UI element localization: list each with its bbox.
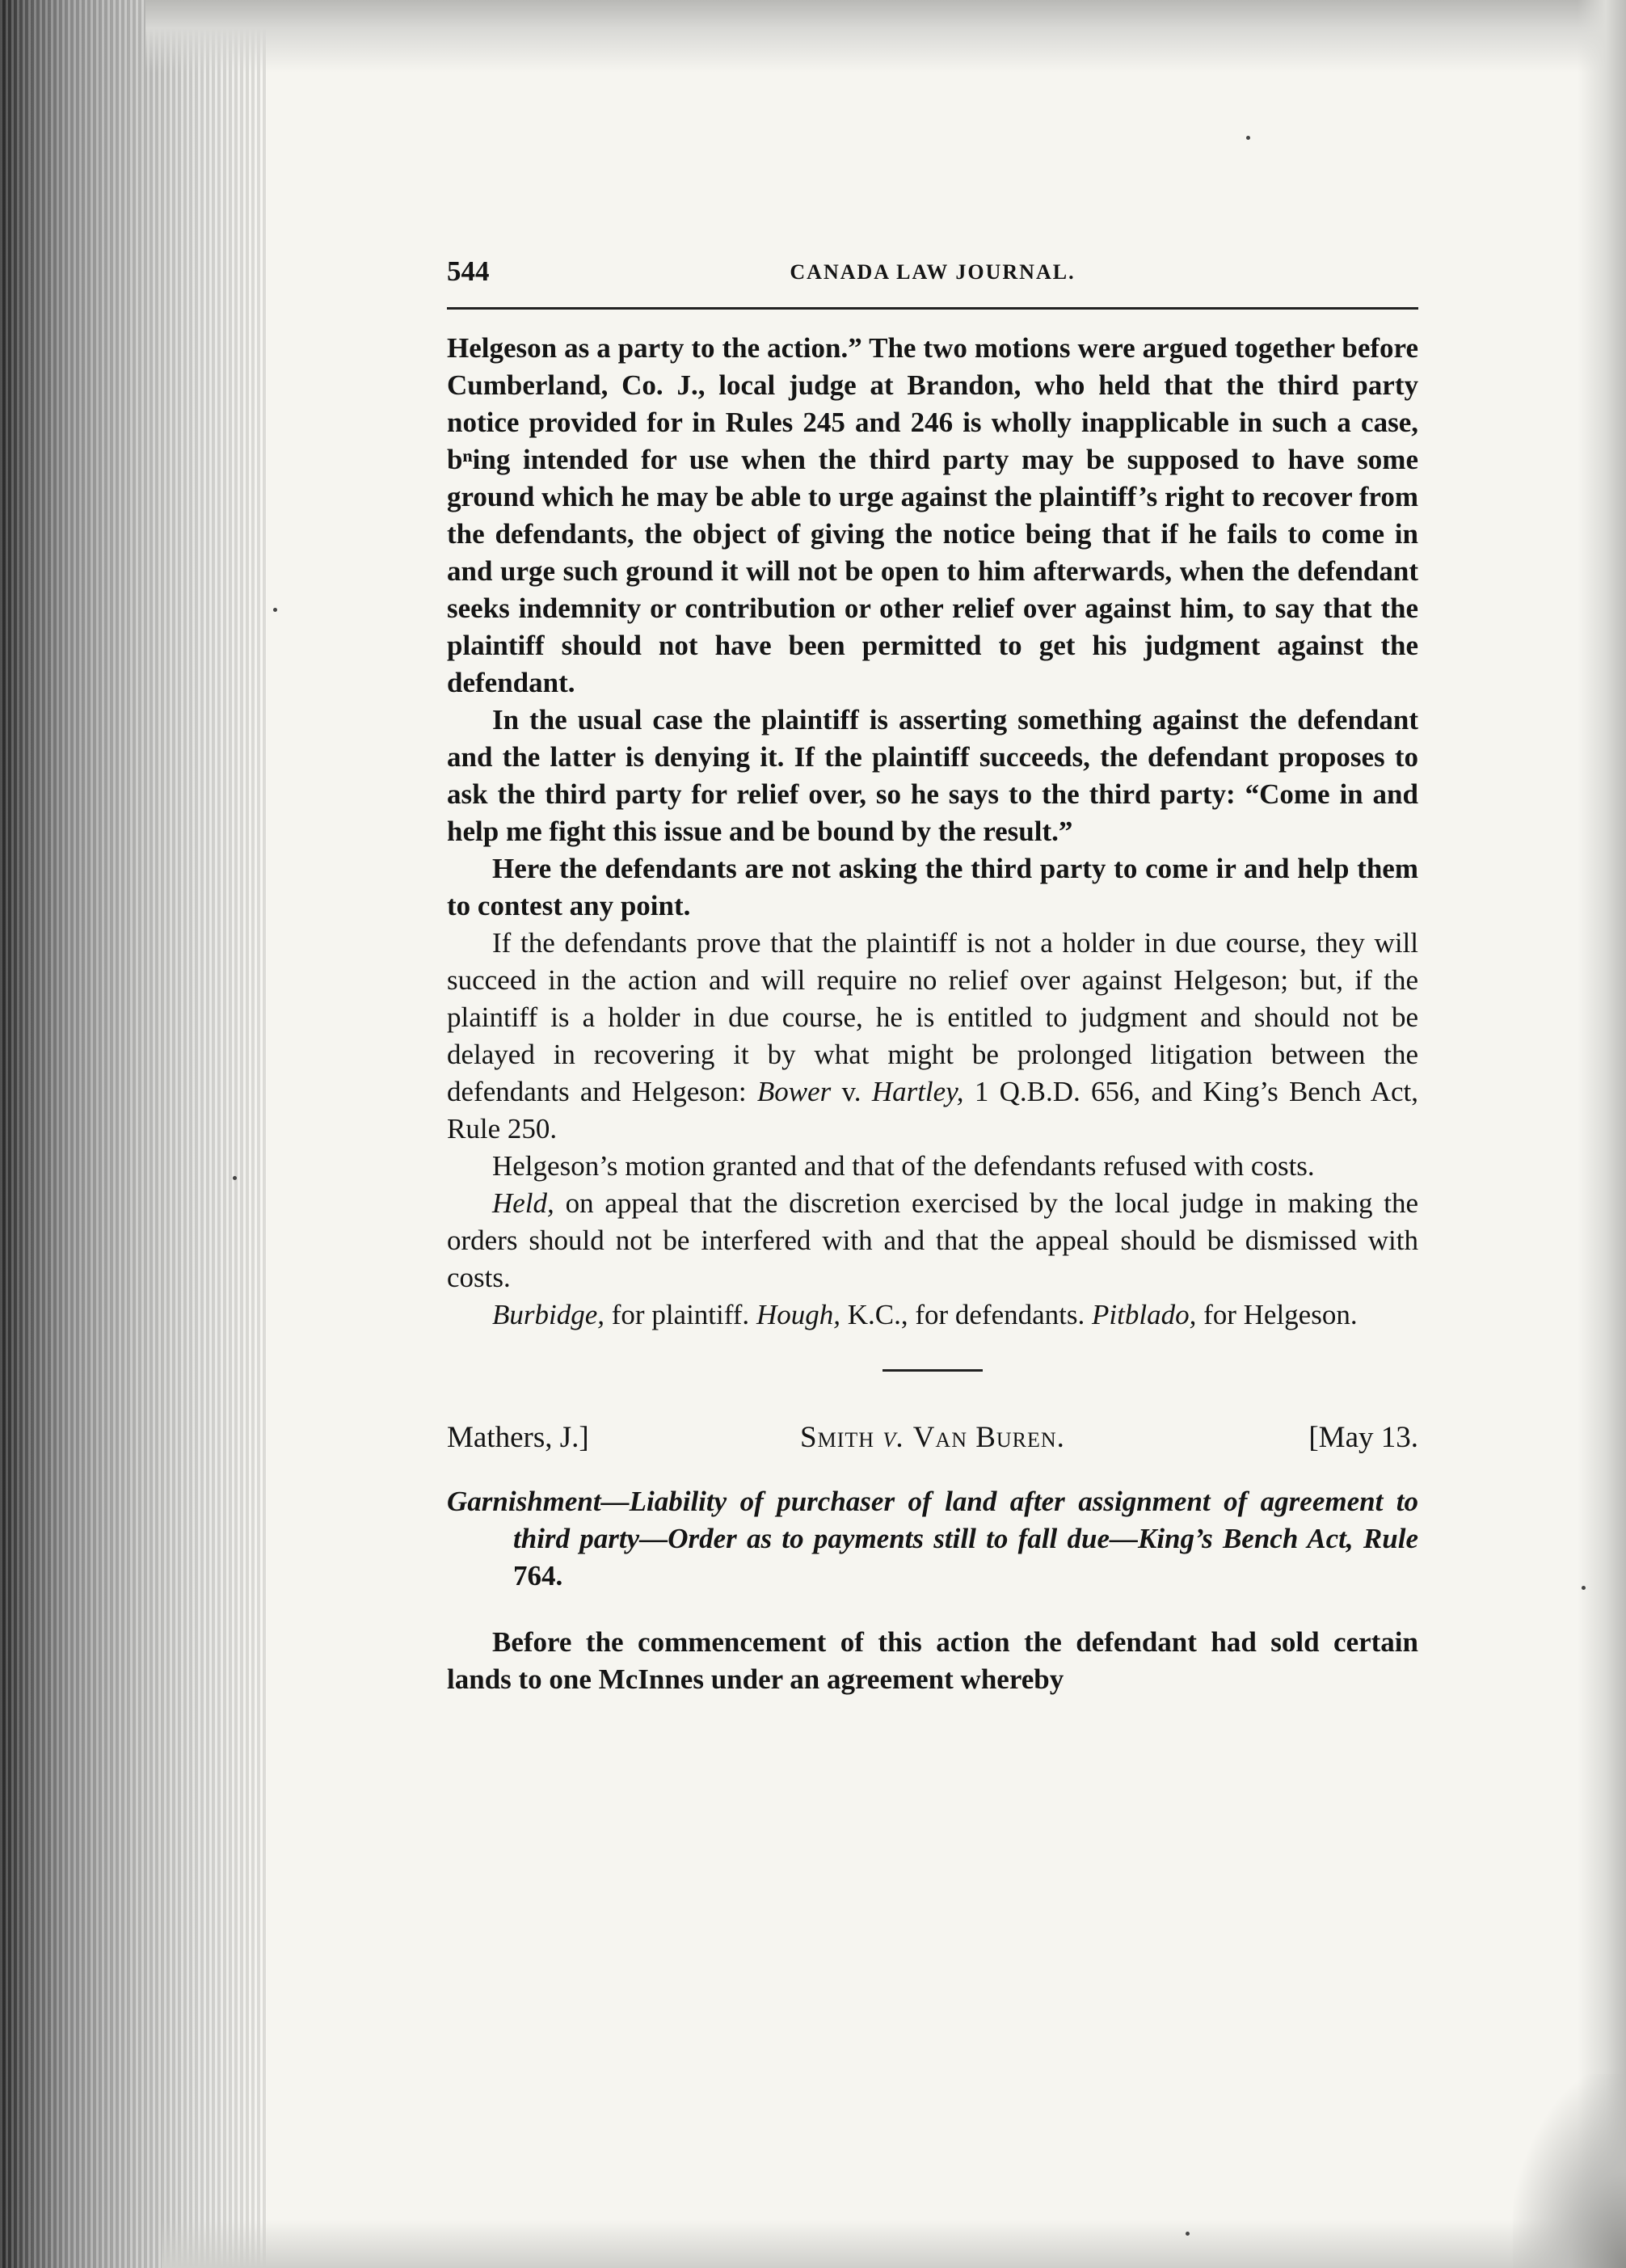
held-paragraph bbox=[447, 1185, 1418, 1296]
case-party-a: Smith bbox=[800, 1421, 875, 1454]
scan-corner-shadow bbox=[1513, 2074, 1626, 2268]
held-text: on appeal that the discretion exercised by the local judge in making the orders should not be interfered with and that the appeal should be dismissed with costs. bbox=[447, 1187, 1418, 1293]
scan-top-edge bbox=[145, 0, 1626, 73]
journal-title: CANADA LAW JOURNAL. bbox=[790, 260, 1076, 284]
case-judge: Mathers, J.] bbox=[447, 1421, 589, 1454]
case-party-b: Van Buren. bbox=[912, 1421, 1065, 1454]
scan-speck bbox=[273, 608, 277, 612]
case-citation-a: Bower bbox=[756, 1076, 832, 1107]
headnote-text: Garnishment—Liability of purchaser of land after assignment of agreement to third party—Order as to payments still to fall due—King’s Bench Act, Rule bbox=[447, 1486, 1418, 1554]
counsel-role: for plaintiff. bbox=[604, 1299, 756, 1330]
section-separator bbox=[883, 1369, 983, 1372]
paragraph: Before the commencement of this action the defendant had sold certain lands to one McInnes under an agreement whereby bbox=[447, 1626, 1418, 1695]
case-citation-b: Hartley, bbox=[871, 1076, 964, 1107]
case-heading bbox=[447, 1420, 1418, 1459]
header-rule bbox=[447, 307, 1418, 310]
body-text bbox=[447, 330, 1418, 1334]
paragraph: Here the defendants are not asking the third party to come ir and help them to contest any point. bbox=[447, 853, 1418, 921]
scan-binding-shadow bbox=[0, 0, 267, 2268]
counsel-role: for Helgeson. bbox=[1196, 1299, 1358, 1330]
scan-speck bbox=[1186, 2232, 1190, 2236]
scan-right-edge bbox=[1578, 0, 1626, 2268]
page-content bbox=[447, 242, 1418, 1698]
paragraph: Helgeson’s motion granted and that of the defendants refused with costs. bbox=[492, 1150, 1315, 1182]
counsel-name: Hough, bbox=[756, 1299, 840, 1330]
paragraph-with-citation bbox=[447, 925, 1418, 1148]
counsel-name: Burbidge, bbox=[492, 1299, 605, 1330]
counsel-name: Pitblado, bbox=[1092, 1299, 1197, 1330]
running-head bbox=[447, 242, 1418, 291]
scan-speck bbox=[233, 1176, 237, 1180]
scan-speck bbox=[1246, 136, 1250, 140]
case-citation-v: v. bbox=[831, 1076, 872, 1107]
headnote-rule-number: 764. bbox=[513, 1560, 563, 1591]
paragraph: In the usual case the plaintiff is asserting something against the defendant and the latter is denying it. If the plaintiff succeeds, the defendant proposes to ask the third party for relief over, so he says to the third party: “Come in and help me fight this issue and be bound by the result.” bbox=[447, 704, 1418, 847]
scan-bottom-edge bbox=[162, 2220, 1626, 2268]
paragraph-text: If the defendants prove that the plaintiff is not a holder in due course, they will succeed in the action and will require no relief over against Helgeson; but, if the plaintiff is a holder in due course, he is entitled to judgment and should not be delayed in recovering it by what might be prolonged litigation between the defendants and Helgeson: bbox=[447, 927, 1418, 1107]
case-versus: v. bbox=[874, 1421, 913, 1454]
counsel-role: K.C., for defendants. bbox=[840, 1299, 1093, 1330]
case-citation-rest: 1 Q.B.D. 656, and King’s Bench Act, Rule 250. bbox=[447, 1076, 1419, 1145]
counsel-paragraph bbox=[447, 1296, 1418, 1334]
closing-text bbox=[447, 1624, 1418, 1698]
held-label: Held, bbox=[492, 1187, 554, 1219]
scan-speck bbox=[1582, 1586, 1586, 1590]
case-name bbox=[447, 1420, 1418, 1455]
page-number: 544 bbox=[447, 255, 490, 287]
paragraph: Helgeson as a party to the action.” The two motions were argued together before Cumberland, Co. J., local judge at Brandon, who held that the third party notice provided for in Rules 245 and 246 is wholly inapplicable in such a case, bⁿing intended for use when the third party may be supposed to have some ground which he may be able to urge against the plaintiff’s right to recover from the defendants, the object of giving the notice being that if he fails to come in and urge such ground it will not be open to him afterwards, when the defendant seeks indemnity or contribution or other relief over against him, to say that the plaintiff should not have been permitted to get his judgment against the defendant. bbox=[447, 332, 1418, 698]
headnote bbox=[447, 1483, 1418, 1595]
case-date: [May 13. bbox=[1308, 1421, 1418, 1454]
